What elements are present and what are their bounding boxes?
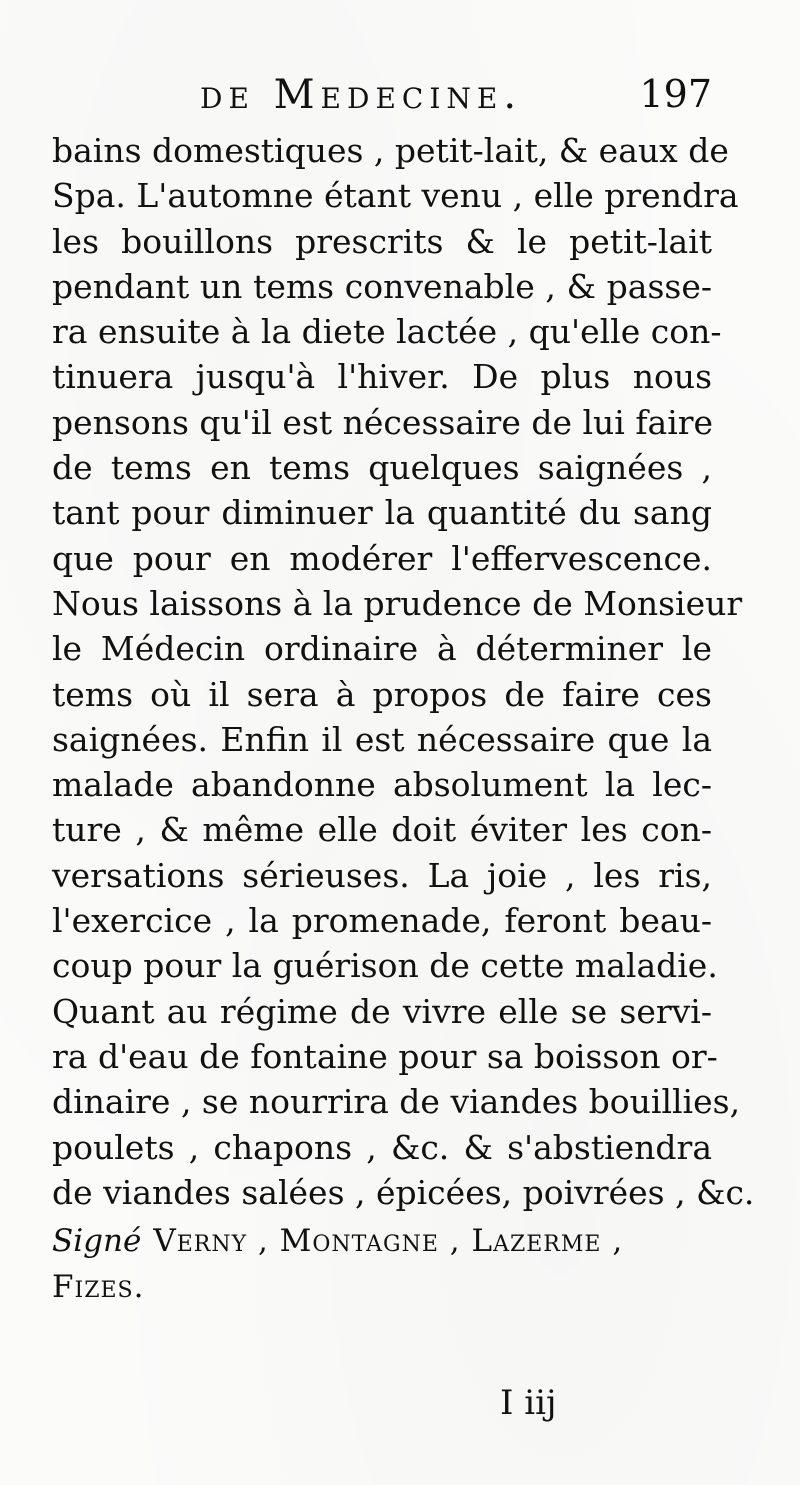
- text-line: versations sérieuses. La joie , les ris,: [52, 855, 712, 895]
- text-line: dinaire , se nourrira de viandes bouillies,: [52, 1082, 741, 1122]
- text-line: poulets , chapons , &c. & s'abstiendra: [52, 1127, 712, 1167]
- signatory-names: Verny , Montagne , Lazerme ,: [153, 1223, 624, 1259]
- text-line: que pour en modérer l'effervescence.: [52, 538, 712, 578]
- signature-line-1: [52, 1218, 712, 1264]
- signature-block: [52, 1218, 712, 1310]
- text-line: le Médecin ordinaire à déterminer le: [52, 629, 712, 669]
- signe-label: Signé: [52, 1223, 142, 1259]
- body-text: [52, 128, 755, 1215]
- text-line: saignées. Enfin il est nécessaire que la: [52, 719, 712, 759]
- text-line: tant pour diminuer la quantité du sang: [52, 493, 712, 533]
- text-line: de viandes salées , épicées, poivrées , &c.: [52, 1172, 755, 1212]
- text-line: pendant un tems convenable , & passe-: [52, 266, 712, 306]
- text-line: les bouillons prescrits & le petit-lait: [52, 221, 712, 261]
- text-line: de tems en tems quelques saignées ,: [52, 448, 712, 488]
- text-line: coup pour la guérison de cette maladie.: [52, 946, 718, 986]
- running-title: de Medecine.: [200, 72, 523, 118]
- text-line: l'exercice , la promenade, feront beau-: [52, 901, 712, 941]
- text-line: ra d'eau de fontaine pour sa boisson or-: [52, 1036, 718, 1076]
- text-line: tems où il sera à propos de faire ces: [52, 674, 712, 714]
- text-line: Spa. L'automne étant venu , elle prendra: [52, 176, 739, 216]
- running-head: [52, 72, 712, 128]
- text-line: Quant au régime de vivre elle se servi-: [52, 991, 712, 1031]
- text-line: malade abandonne absolument la lec-: [52, 765, 712, 805]
- text-line: Nous laissons à la prudence de Monsieur: [52, 583, 743, 623]
- signature-line-2: Fizes.: [52, 1269, 145, 1305]
- text-line: ture , & même elle doit éviter les con-: [52, 810, 712, 850]
- text-line: pensons qu'il est nécessaire de lui faire: [52, 402, 714, 442]
- printer-signature-mark: I iij: [500, 1383, 557, 1423]
- text-line: tinuera jusqu'à l'hiver. De plus nous: [52, 357, 712, 397]
- page-number: 197: [639, 72, 712, 116]
- text-line: ra ensuite à la diete lactée , qu'elle con-: [52, 312, 722, 352]
- text-line: bains domestiques , petit-lait, & eaux de: [52, 131, 729, 170]
